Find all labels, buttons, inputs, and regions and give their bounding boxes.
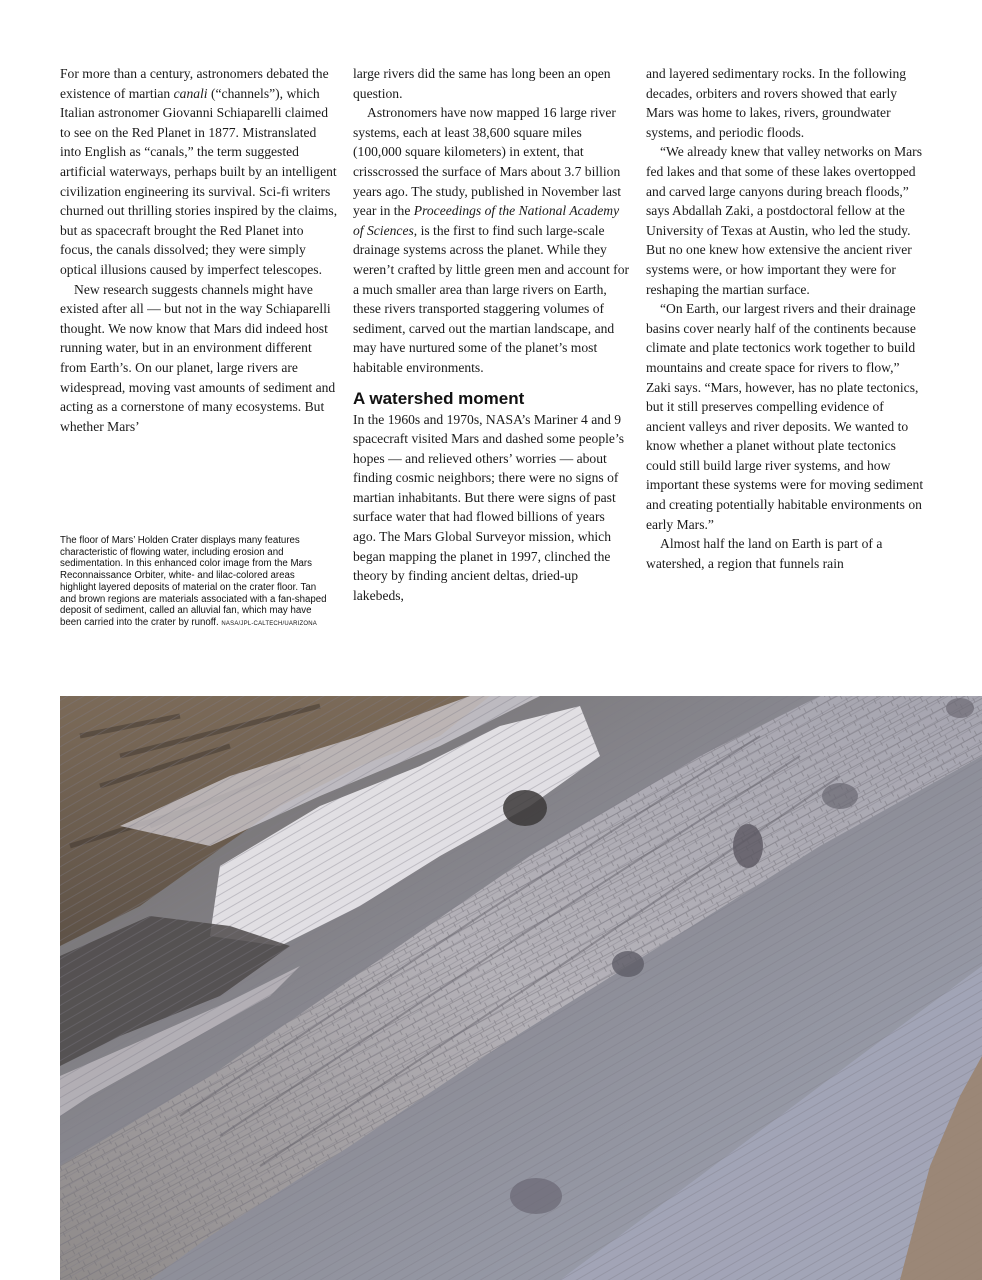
paragraph: Almost half the land on Earth is part of a watershed, a region that funnels rain [646,536,883,571]
photo-caption [60,535,332,631]
paragraph: For more than a century, astronomers debated the existence of martian canali (“channels”), which Italian astronomer Giovanni Schiaparelli claimed to see on the Red Planet in 1877. Mistranslated into English as “canals,” the term suggested artificial waterways, perhaps built by an intelligent civilization engineering its survival. Sci-fi writers churned out thrilling stories inspired by the claims, but as spacecraft brought the Red Planet into focus, the canals dissolved; they were simply optical illusions caused by imperfect telescopes. [60,66,338,277]
section-subhead: A watershed moment [353,388,525,408]
article-column-1 [60,64,338,436]
caption-text: The floor of Mars’ Holden Crater displays many features characteristic of flowing water, including erosion and sedimentation. In this enhanced color image from the Mars Reconnaissance Orbiter, white- and lilac-colored areas highlight layered deposits of material on the crater floor. Tan and brown regions are materials associated with a fan-shaped deposit of sediment, called an alluvial fan, which may have been carried into the crater by runoff. [60,535,327,628]
paragraph: “We already knew that valley networks on Mars fed lakes and that some of these lakes overtopped and carved large canyons during breach floods,” says Abdallah Zaki, a postdoctoral fellow at the University of Texas at Austin, who led the study. But no one knew how extensive the ancient river systems were, or how important they were for reshaping the martian surface. [646,144,923,297]
article-column-2 [353,64,631,605]
paragraph: New research suggests channels might have existed after all — but not in the way Schiaparelli thought. We now know that Mars did indeed host running water, but in an environment different from Earth’s. On our planet, large rivers are widespread, moving vast amounts of sediment and acting as a cornerstone of many ecosystems. But whether Mars’ [60,281,336,434]
paragraph: and layered sedimentary rocks. In the following decades, orbiters and rovers showed that early Mars was home to lakes, rivers, groundwater systems, and periodic floods. [646,66,907,140]
paragraph: Astronomers have now mapped 16 large river systems, each at least 38,600 square miles (100,000 square kilometers) in extent, that crisscrossed the surface of Mars about 3.7 billion years ago. The study, published in November last year in the Proceedings of the National Academy of Sciences, is the first to find such large-scale drainage systems across the planet. While they weren’t crafted by little green men and account for a much smaller area than large rivers on Earth, these rivers transported staggering volumes of sediment, carved out the martian landscape, and may have nurtured some of the planet’s most habitable environments. [353,105,630,375]
article-column-3 [646,64,926,573]
photo-credit: NASA/JPL-CALTECH/UARIZONA [221,620,317,627]
paragraph: In the 1960s and 1970s, NASA’s Mariner 4 and 9 spacecraft visited Mars and dashed some people’s hopes — and relieved others’ worries — about finding cosmic neighbors; there were no signs of martian inhabitants. But there were signs of past surface water that had flowed billions of years ago. The Mars Global Surveyor mission, which began mapping the planet in 1997, clinched the theory by finding ancient deltas, dried-up lakebeds, [353,411,625,603]
paragraph: “On Earth, our largest rivers and their drainage basins cover nearly half of the continents because climate and plate tectonics work together to build mountains and create space for rivers to flow,” Zaki says. “Mars, however, has no plate tectonics, but it still preserves compelling evidence of ancient valleys and river deposits. We wanted to know whether a planet without plate tectonics could still build large river systems, and how important these systems were for moving sediment and creating potentially habitable environments on early Mars.” [646,301,924,532]
paragraph: large rivers did the same has long been an open question. [353,66,611,101]
mars-crater-photo [60,696,982,1280]
